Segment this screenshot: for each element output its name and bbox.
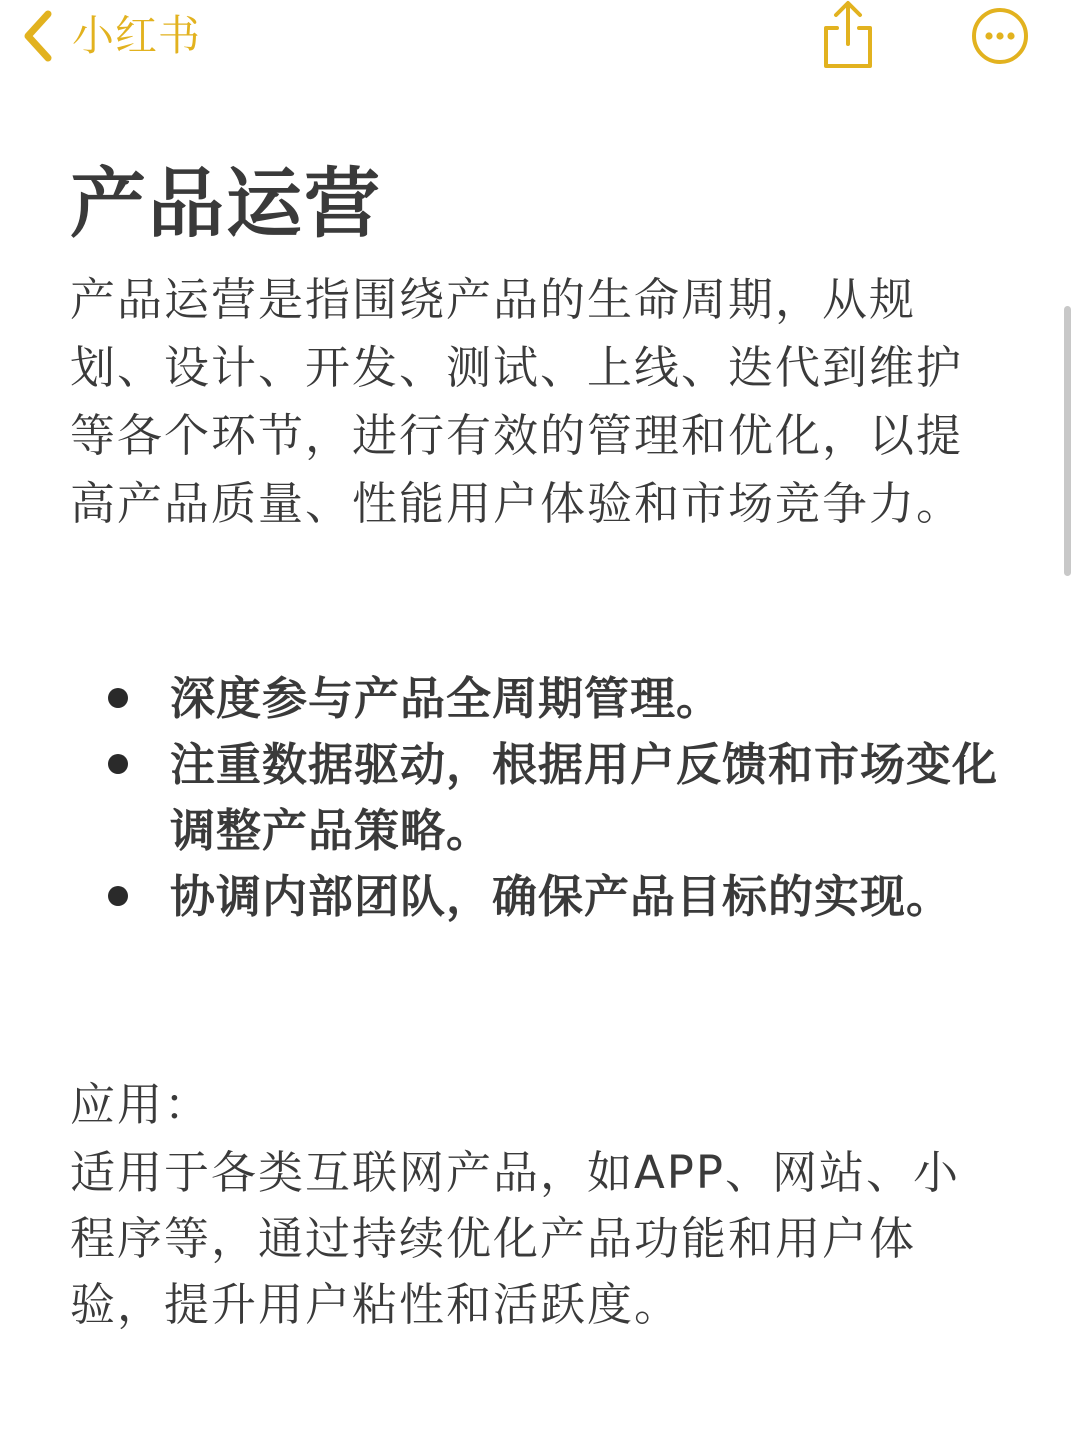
more-icon xyxy=(970,6,1030,66)
more-button[interactable] xyxy=(970,6,1030,66)
bullet-dot xyxy=(108,886,128,906)
list-item xyxy=(70,666,1000,732)
bullet-dot xyxy=(108,688,128,708)
back-label: 小红书 xyxy=(72,11,202,60)
note-title: 产品运营 xyxy=(70,159,382,248)
share-button[interactable] xyxy=(818,0,878,70)
list-item xyxy=(70,864,1000,930)
share-icon xyxy=(818,0,878,70)
note-intro: 产品运营是指围绕产品的生命周期，从规划、设计、开发、测试、上线、迭代到维护等各个环节，进行有效的管理和优化，以提高产品质量、性能用户体验和市场竞争力。 xyxy=(70,273,964,530)
back-button[interactable] xyxy=(20,4,201,68)
navigation-bar xyxy=(0,0,1080,80)
bullet-dot xyxy=(108,754,128,774)
scrollbar[interactable] xyxy=(1064,306,1071,576)
bullet-text: 协调内部团队，确保产品目标的实现。 xyxy=(170,870,953,923)
bullet-list xyxy=(70,666,1000,930)
list-item xyxy=(70,732,1000,864)
chevron-left-icon xyxy=(20,8,54,64)
bullet-text: 注重数据驱动，根据用户反馈和市场变化调整产品策略。 xyxy=(170,738,999,857)
bullet-text: 深度参与产品全周期管理。 xyxy=(170,672,723,725)
application-text: 适用于各类互联网产品，如APP、网站、小程序等，通过持续优化产品功能和用户体验，提升用户粘性和活跃度。 xyxy=(70,1146,961,1331)
application-label: 应用： xyxy=(70,1078,212,1131)
